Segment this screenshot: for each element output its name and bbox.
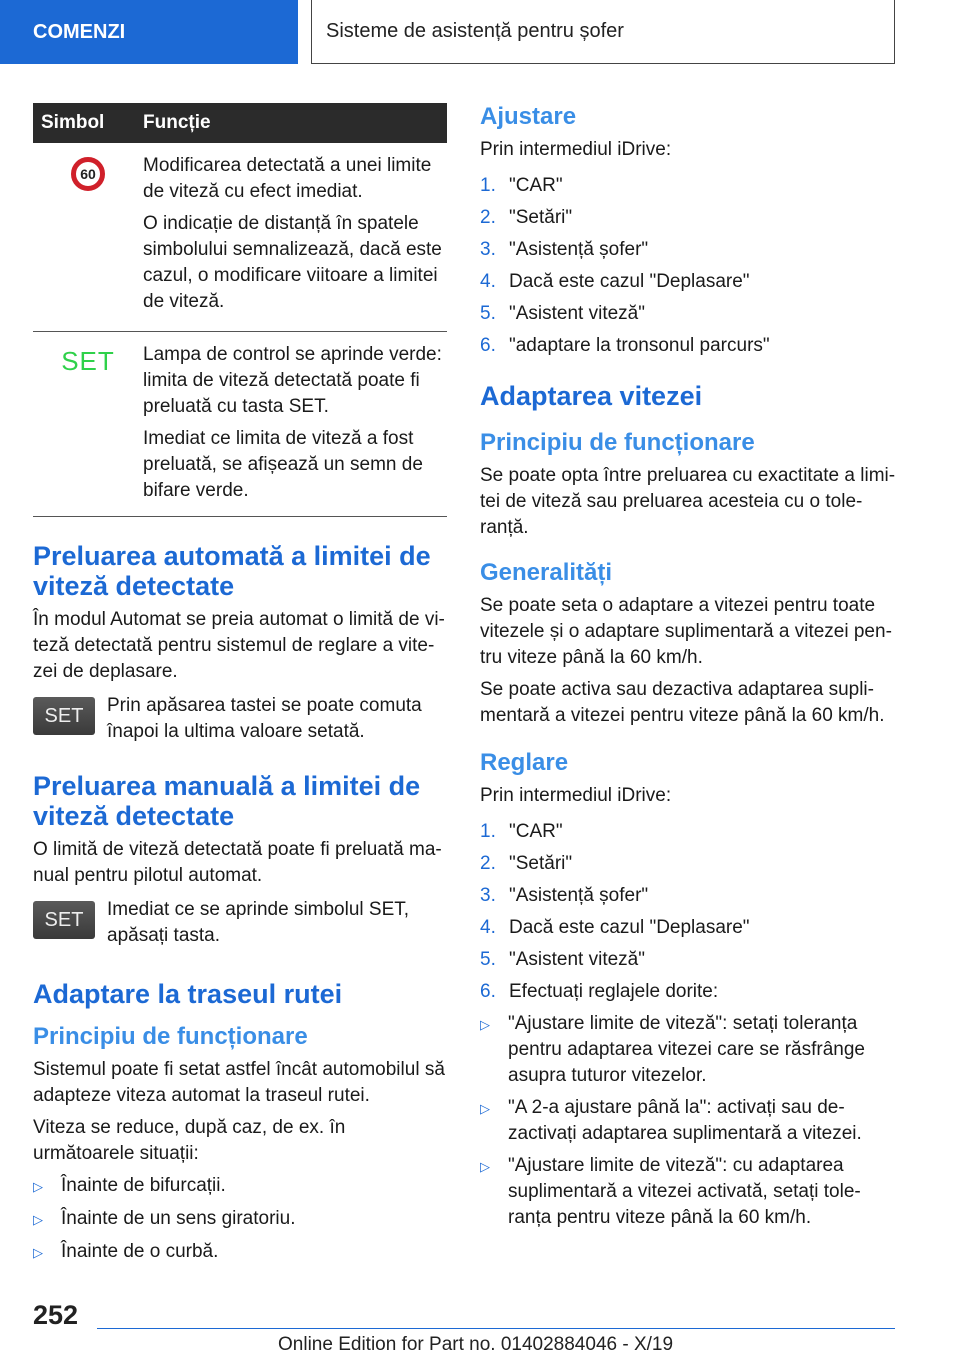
subsection-title: Generalități (480, 559, 613, 586)
section-body: Se poate opta între preluarea cu exactitate a limi-tei de viteză sau preluarea acesteia cu o tole-ranță. (480, 465, 896, 538)
section-body: O limită de viteză detectată poate fi preluată ma-nual pentru pilotul automat. (33, 839, 442, 886)
speed-limit-sign-icon: 60 (71, 157, 105, 191)
table-cell-text: Modificarea detectată a unei limite de viteză cu efect imediat. (143, 155, 432, 202)
page-number: 252 (33, 1300, 79, 1330)
table-cell-text: Lampa de control se aprinde verde: limita de viteză detectată poate fi preluată cu tasta SET. (143, 344, 442, 417)
section-body: Prin intermediul iDrive: (480, 139, 672, 160)
triangle-bullet-icon: ▷ (33, 1212, 43, 1227)
list-item: 1. "CAR" (480, 821, 563, 842)
list-item: ▷ Înainte de bifurcații. (33, 1173, 447, 1200)
set-indicator-icon: SET (61, 346, 115, 376)
list-item: 3. "Asistență șofer" (480, 239, 649, 260)
footer-divider (97, 1328, 895, 1329)
list-item: ▷ "Ajustare limite de viteză": setați toleranța pentru adaptarea vitezei care se răsfrânge asupra tuturor vitezelor. (480, 1011, 900, 1089)
footer-edition: Online Edition for Part no. 01402884046 - X/19 (278, 1334, 674, 1355)
section-body: Prin intermediul iDrive: (480, 785, 672, 806)
header-section: COMENZI (0, 0, 298, 64)
left-column (33, 103, 447, 1272)
list-item: 2. "Setări" (480, 853, 573, 874)
triangle-bullet-icon: ▷ (480, 1159, 490, 1174)
table-row (33, 332, 447, 517)
set-button-icon: SET (33, 697, 95, 735)
set-button-icon: SET (33, 901, 95, 939)
section-body: Viteza se reduce, după caz, de ex. în următoarele situații: (33, 1117, 346, 1164)
section-title-route: Adaptare la traseul rutei (33, 979, 343, 1009)
sub-bullet-list (480, 1011, 900, 1231)
list-item: 1. "CAR" (480, 175, 563, 196)
subsection-title: Principiu de funcționare (480, 429, 755, 456)
triangle-bullet-icon: ▷ (33, 1179, 43, 1194)
right-column (480, 103, 900, 1237)
list-item: ▷ "Ajustare limite de viteză": cu adaptarea suplimentară a vitezei activată, setați tole-ranța pentru viteze până la 60 km/h. (480, 1153, 900, 1231)
table-header (33, 103, 447, 143)
triangle-bullet-icon: ▷ (33, 1245, 43, 1260)
table-header-symbol: Simbol (41, 112, 105, 133)
section-title-auto: Preluarea automată a limitei de viteză detectate (33, 541, 431, 601)
list-item: 6. Efectuați reglajele dorite: (480, 981, 719, 1002)
list-item: 5. "Asistent viteză" (480, 303, 645, 324)
table-cell-text: O indicație de distanță în spatele simbolului semnalizează, dacă este cazul, o modificare viitoare a limitei de viteză. (143, 213, 442, 312)
section-body: În modul Automat se preia automat o limită de vi-teză detectată pentru sistemul de reglare a vite-zei de deplasare. (33, 609, 445, 682)
table-row (33, 143, 447, 332)
set-button-note (33, 693, 447, 745)
list-item: ▷ Înainte de o curbă. (33, 1239, 447, 1266)
table-header-function: Funcție (143, 112, 211, 133)
list-item: 5. "Asistent viteză" (480, 949, 645, 970)
subsection-title: Principiu de funcționare (33, 1023, 308, 1050)
section-body: Se poate seta o adaptare a vitezei pentru toate vitezele și o adaptare suplimentară a vitezei pen-tru viteze până la 60 km/h. (480, 595, 892, 668)
list-item: 3. "Asistență șofer" (480, 885, 649, 906)
header-chapter: Sisteme de asistență pentru șofer (311, 0, 895, 64)
bullet-list (33, 1173, 447, 1266)
list-item: ▷ "A 2-a ajustare până la": activați sau de-zactivați adaptarea suplimentară a vitezei. (480, 1095, 900, 1147)
subsection-title: Ajustare (480, 103, 577, 130)
list-item: 4. Dacă este cazul "Deplasare" (480, 271, 750, 292)
list-item: 4. Dacă este cazul "Deplasare" (480, 917, 750, 938)
list-item: 6. "adaptare la tronsonul parcurs" (480, 335, 770, 356)
section-body: Se poate activa sau dezactiva adaptarea supli-mentară a vitezei pentru viteze până la 60 km/h. (480, 679, 885, 726)
table-cell-text: Imediat ce limita de viteză a fost preluată, se afișează un semn de bifare verde. (143, 428, 423, 501)
triangle-bullet-icon: ▷ (480, 1017, 490, 1032)
set-button-text: Imediat ce se aprinde simbolul SET, apăsați tasta. (107, 899, 410, 946)
section-title-manual: Preluarea manuală a limitei de viteză detectate (33, 771, 421, 831)
subsection-title: Reglare (480, 749, 569, 776)
steps-list (480, 173, 900, 359)
list-item: 2. "Setări" (480, 207, 573, 228)
set-button-text: Prin apăsarea tastei se poate comuta înapoi la ultima valoare setată. (107, 695, 422, 742)
list-item: ▷ Înainte de un sens giratoriu. (33, 1206, 447, 1233)
section-title-speed: Adaptarea vitezei (480, 381, 703, 411)
section-body: Sistemul poate fi setat astfel încât automobilul să adapteze viteza automat la traseul rutei. (33, 1059, 445, 1106)
triangle-bullet-icon: ▷ (480, 1101, 490, 1116)
set-button-note (33, 897, 447, 949)
steps-list (480, 819, 900, 1005)
